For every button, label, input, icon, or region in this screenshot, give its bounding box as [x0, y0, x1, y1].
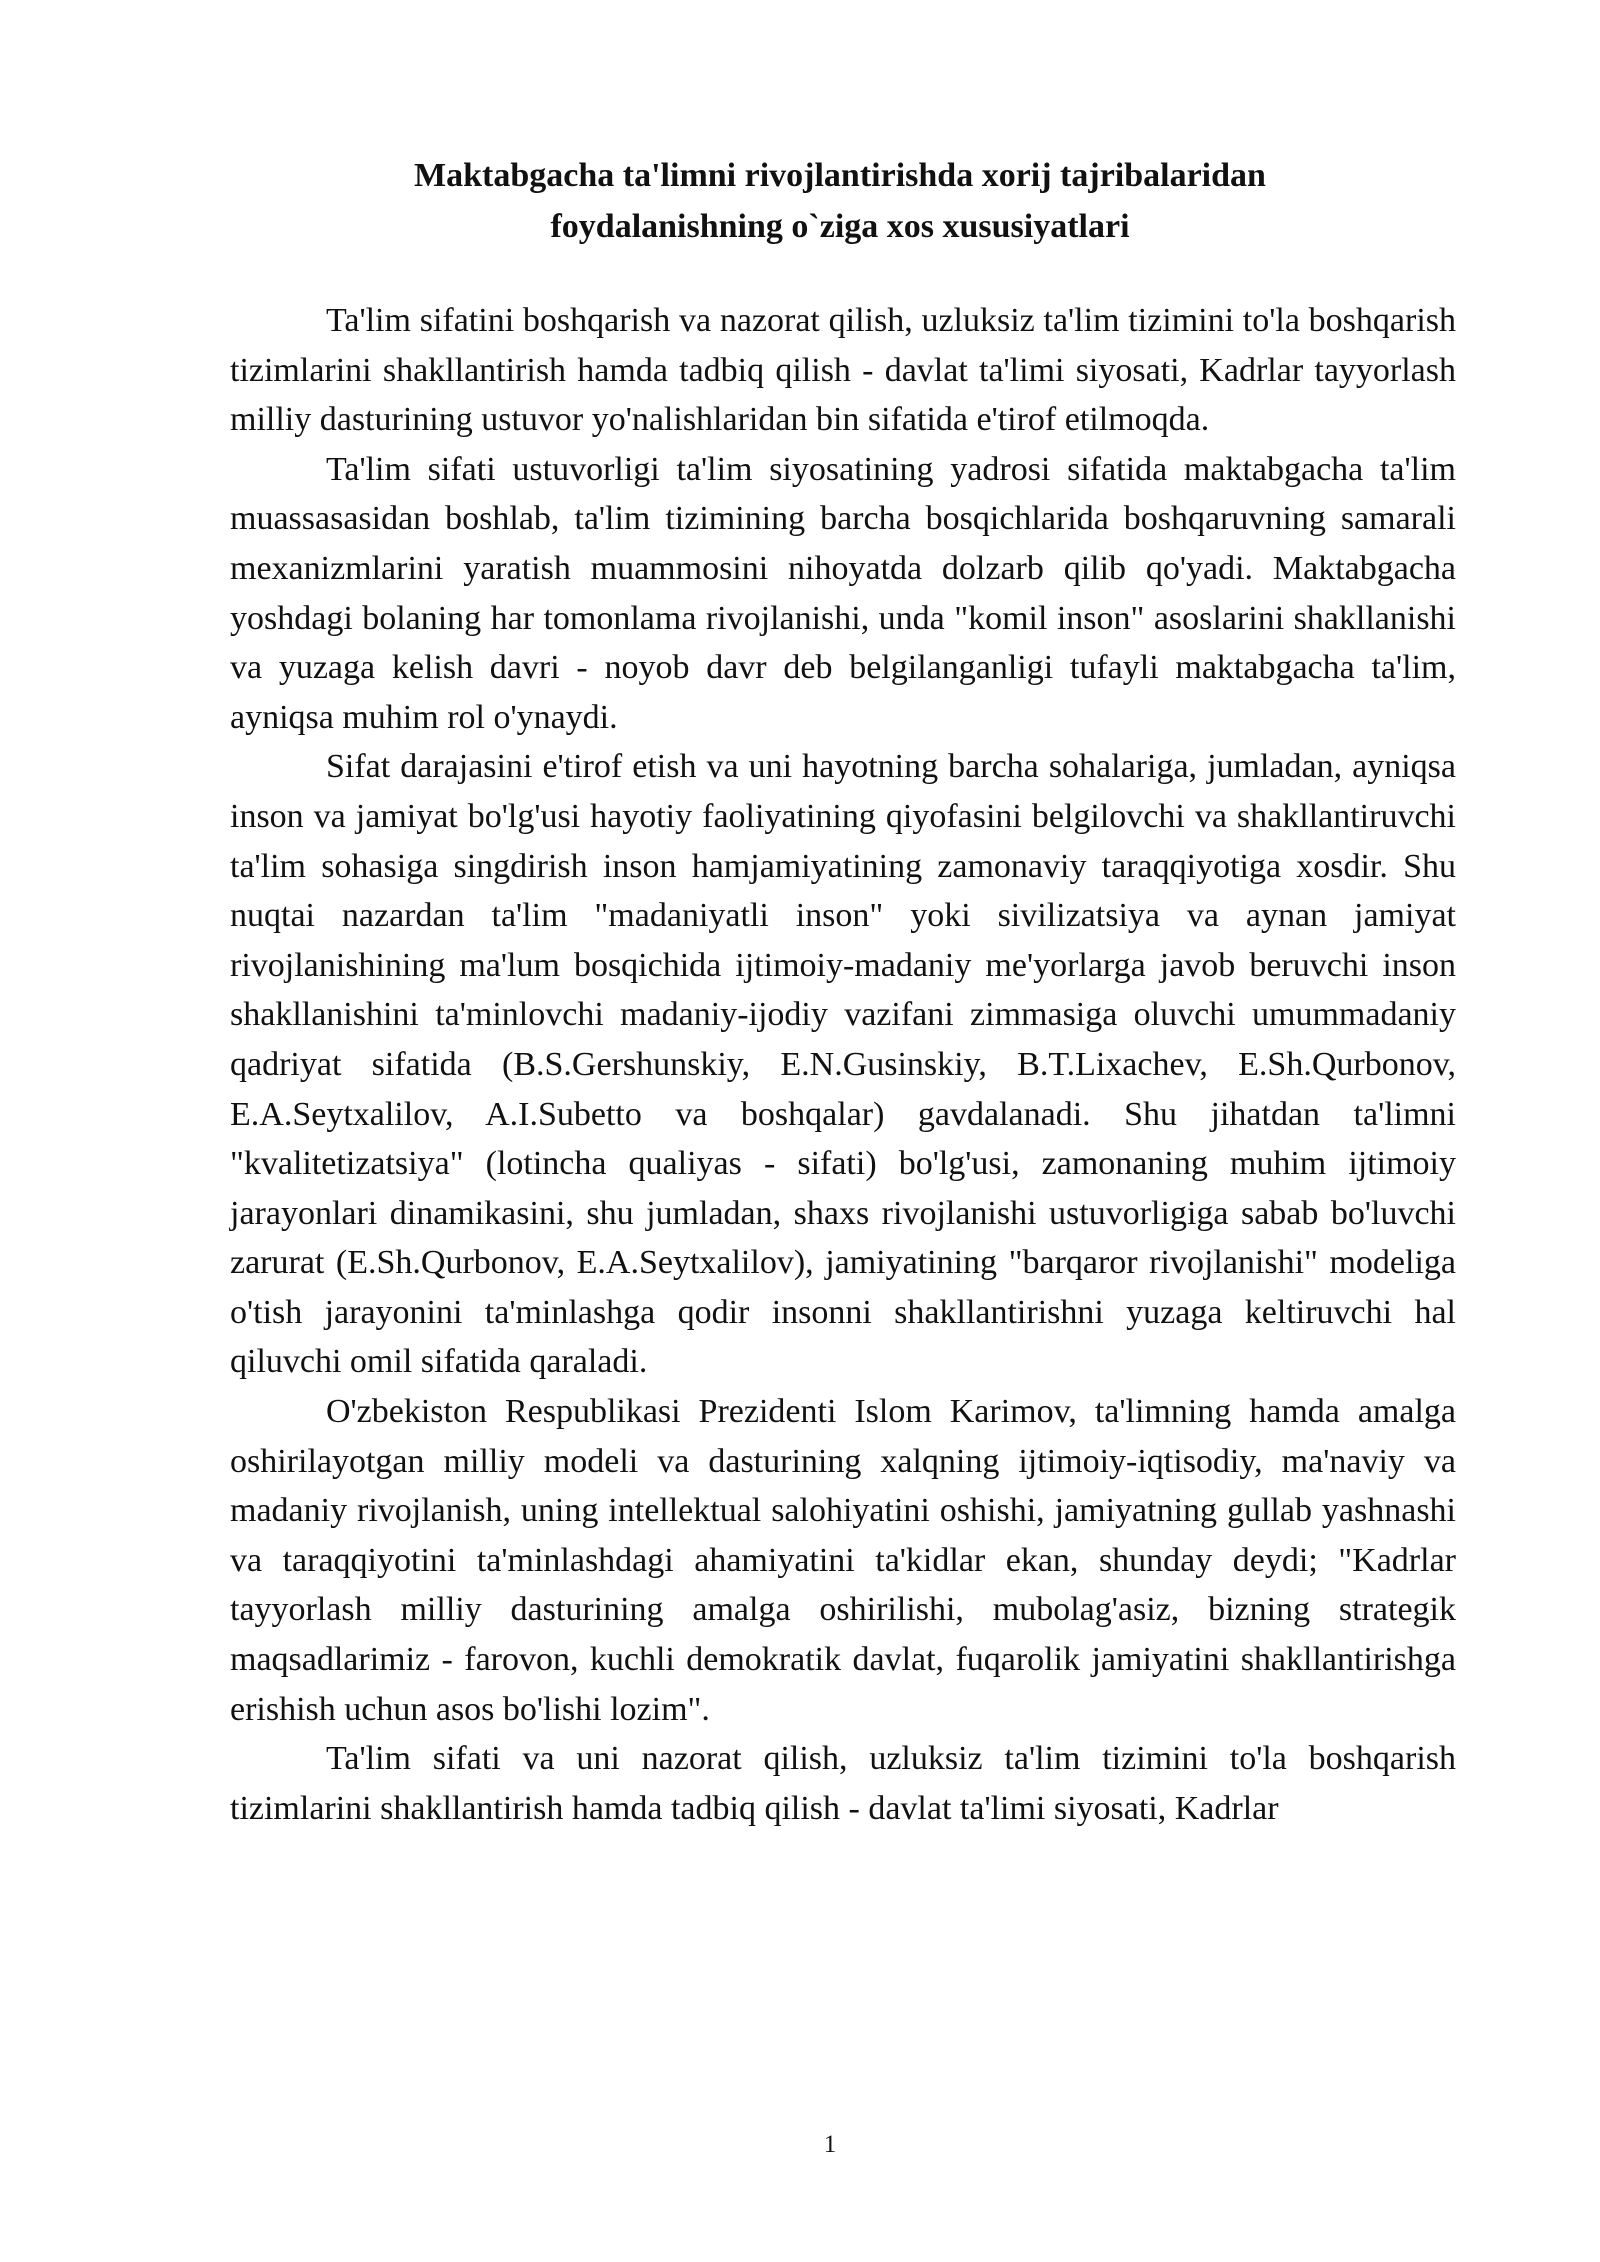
paragraph-5: Ta'lim sifati va uni nazorat qilish, uzluksiz ta'lim tizimini to'la boshqarish tizimlarini shakllantirish hamda tadbiq qilish - davlat ta'limi siyosati, Kadrlar [230, 1740, 1456, 1827]
page-number: 1 [823, 2131, 837, 2158]
document-title [230, 150, 1450, 252]
paragraph-1: Ta'lim sifatini boshqarish va nazorat qilish, uzluksiz ta'lim tizimini to'la boshqarish tizimlarini shakllantirish hamda tadbiq qilish - davlat ta'limi siyosati, Kadrlar tayyorlash milliy dasturining ustuvor yo'nalishlaridan bin sifatida e'tirof etilmoqda. [230, 302, 1456, 439]
document-body [230, 296, 1456, 1833]
title-line-2: foydalanishning o`ziga xos xususiyatlari [550, 208, 1130, 245]
paragraph-4: O'zbekiston Respublikasi Prezidenti Islom Karimov, ta'limning hamda amalga oshirilayotgan milliy modeli va dasturining xalqning ijtimoiy-iqtisodiy, ma'naviy va madaniy rivojlanish, uning intellektual salohiyatini oshishi, jamiyatning gullab yashnashi va taraqqiyotini ta'minlashdagi ahamiyatini ta'kidlar ekan, shunday deydi; "Kadrlar tayyorlash milliy dasturining amalga oshirilishi, mubolag'asiz, bizning strategik maqsadlarimiz - farovon, kuchli demokratik davlat, fuqarolik jamiyatini shakllantirishga erishish uchun asos bo'lishi lozim". [230, 1393, 1456, 1728]
paragraph-2: Ta'lim sifati ustuvorligi ta'lim siyosatining yadrosi sifatida maktabgacha ta'lim muassasasidan boshlab, ta'lim tizimining barcha bosqichlarida boshqaruvning samarali mexanizmlarini yaratish muammosini nihoyatda dolzarb qilib qo'yadi. Maktabgacha yoshdagi bolaning har tomonlama rivojlanishi, unda "komil inson" asoslarini shakllanishi va yuzaga kelish davri - noyob davr deb belgilanganligi tufayli maktabgacha ta'lim, ayniqsa muhim rol o'ynaydi. [230, 450, 1456, 736]
title-line-1: Maktabgacha ta'limni rivojlantirishda xorij tajribalaridan [414, 157, 1266, 194]
paragraph-3: Sifat darajasini e'tirof etish va uni hayotning barcha sohalariga, jumladan, ayniqsa inson va jamiyat bo'lg'usi hayotiy faoliyatining qiyofasini belgilovchi va shakllantiruvchi ta'lim sohasiga singdirish inson hamjamiyatining zamonaviy taraqqiyotiga xosdir. Shu nuqtai nazardan ta'lim "madaniyatli inson" yoki sivilizatsiya va aynan jamiyat rivojlanishining ma'lum bosqichida ijtimoiy-madaniy me'yorlarga javob beruvchi inson shakllanishini ta'minlovchi madaniy-ijodiy vazifani zimmasiga oluvchi umummadaniy qadriyat sifatida (B.S.Gershunskiy, E.N.Gusinskiy, B.T.Lixachev, E.Sh.Qurbonov, E.A.Seytxalilov, A.I.Subetto va boshqalar) gavdalanadi. Shu jihatdan ta'limni "kvalitetizatsiya" (lotincha qualiyas - sifati) bo'lg'usi, zamonaning muhim ijtimoiy jarayonlari dinamikasini, shu jumladan, shaxs rivojlanishi ustuvorligiga sabab bo'luvchi zarurat (E.Sh.Qurbonov, E.A.Seytxalilov), jamiyatining "barqaror rivojlanishi" modeliga o'tish jarayonini ta'minlashga qodir insonni shakllantirishni yuzaga keltiruvchi hal qiluvchi omil sifatida qaraladi. [230, 748, 1456, 1381]
